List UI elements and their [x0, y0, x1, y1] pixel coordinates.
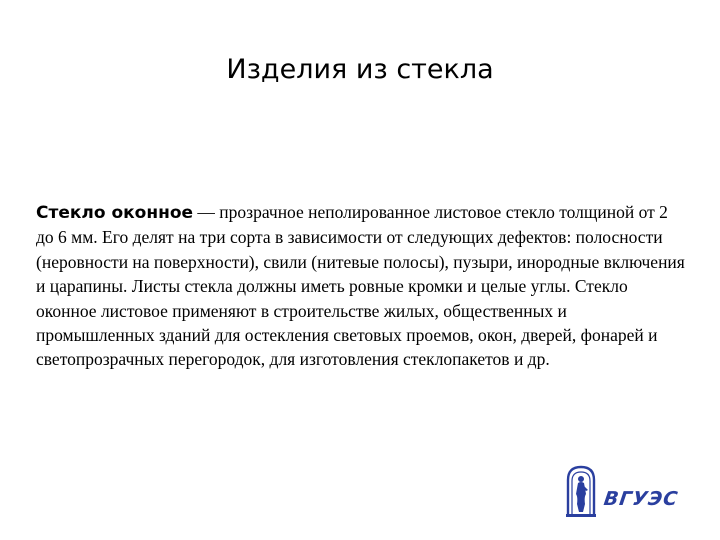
term-definition: — прозрачное неполированное листовое стекло толщиной от 2 до 6 мм. Его делят на три сорта в зависимости от следующих дефектов: полосности (неровности на поверхности), свили (нитевые полосы), пузыри, инородные включения и царапины. Листы стекла должны иметь ровные кромки и целые углы. Стекло оконное листовое применяют в строительстве жилых, общественных и промышленных зданий для остекления световых проемов, окон, дверей, фонарей и светопрозрачных перегородок, для изготовления стеклопакетов и др. [36, 202, 685, 370]
university-logo [564, 464, 680, 518]
slide-body [36, 200, 686, 372]
logo-text: ВГУЭС [602, 488, 680, 510]
term-heading: Стекло оконное [36, 203, 194, 223]
university-emblem-icon [564, 464, 598, 518]
slide-title: Изделия из стекла [226, 54, 494, 85]
